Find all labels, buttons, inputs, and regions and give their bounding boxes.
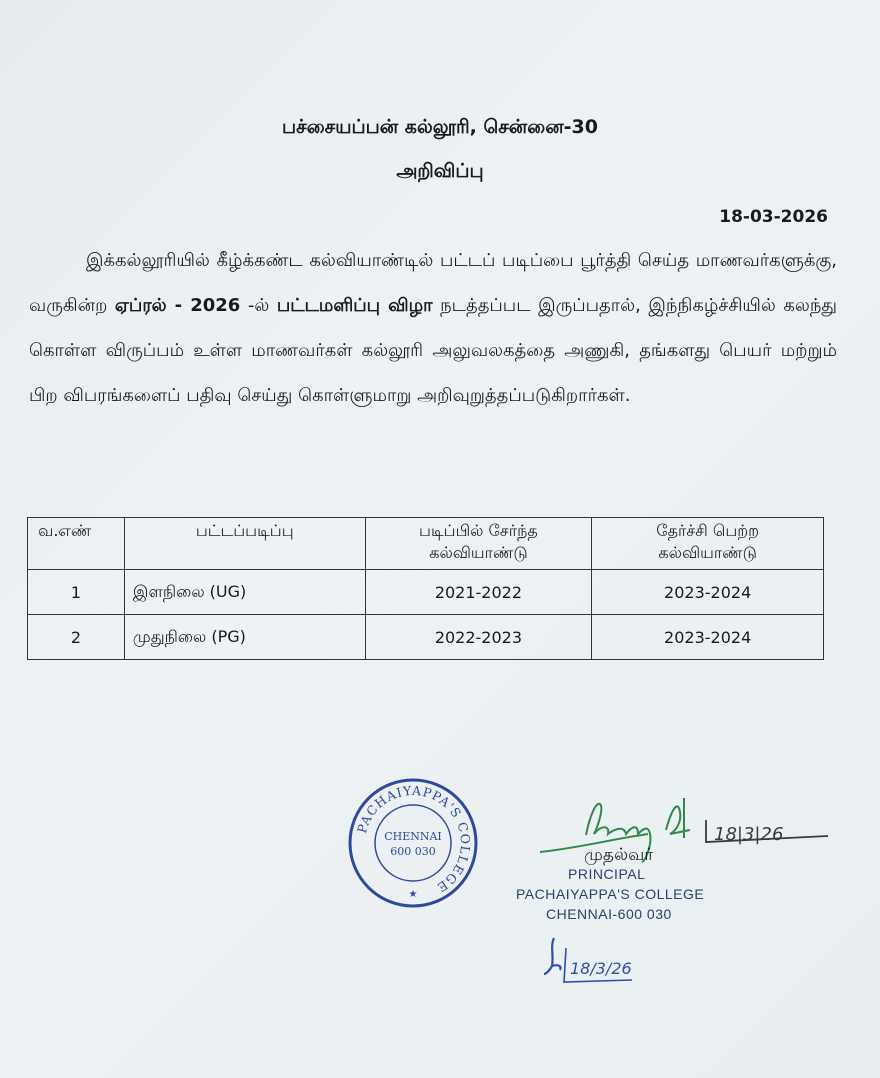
designation-tamil: முதல்வர் (584, 845, 654, 865)
principal-college: PACHAIYAPPA'S COLLEGE (516, 886, 705, 902)
principal-title: PRINCIPAL (568, 866, 646, 882)
notice-date: 18-03-2026 (719, 207, 828, 227)
college-seal (347, 777, 479, 909)
seal-center-line1: CHENNAI (384, 830, 442, 843)
notice-text-bold-date: ஏப்ரல் - 2026 (114, 295, 241, 316)
seal-star-icon: ★ (408, 889, 418, 900)
notice-text-part3: நடத்தப்பட இருப்பதால், இந்நிகழ்ச்சியில் கலந்து கொள்ள விருப்பம் உள்ள மாணவர்கள் கல்லூரி அலுவலகத்தை அணுகி, தங்களது பெயர் மற்றும் பிற விபரங்களைப் பதிவு செய்து கொள்ளுமாறு அறிவுறுத்தப்படுகிறார்கள். (29, 295, 837, 406)
header-passed-year (592, 518, 824, 570)
header-joined-year (365, 518, 592, 570)
initial-signature (540, 930, 635, 990)
header-passed-line2: கல்வியாண்டு (658, 543, 757, 562)
row-joined: 2022-2023 (365, 615, 592, 660)
svg-text:18/3/26: 18/3/26 (570, 959, 632, 978)
table-row (28, 615, 824, 660)
graduation-table (27, 517, 824, 660)
header-sno: வ.எண் (28, 518, 125, 570)
seal-ring-text: PACHAIYAPPA'S COLLEGE (354, 782, 474, 896)
header-joined-line2: கல்வியாண்டு (429, 543, 528, 562)
row-passed: 2023-2024 (592, 570, 824, 615)
principal-city: CHENNAI-600 030 (546, 906, 672, 922)
table-row (28, 570, 824, 615)
table-header-row (28, 518, 824, 570)
header-passed-line1: தேர்ச்சி பெற்ற (656, 521, 760, 540)
notice-body (29, 238, 837, 418)
principal-signature (538, 790, 828, 870)
row-passed: 2023-2024 (592, 615, 824, 660)
notice-text-part1: இக்கல்லூரியில் கீழ்க்கண்ட கல்வியாண்டில் பட்டப் படிப்பை பூர்த்தி செய்த மாணவர்களுக்கு, வருகின்ற (29, 250, 837, 316)
notice-text-part2: -ல் (240, 295, 277, 316)
college-title: பச்சையப்பன் கல்லூரி, சென்னை-30 (282, 116, 598, 138)
notice-text-bold-event: பட்டமளிப்பு விழா (276, 295, 433, 316)
row-degree: முதுநிலை (PG) (124, 615, 365, 660)
notice-heading: அறிவிப்பு (396, 160, 484, 182)
svg-text:18|3|26: 18|3|26 (714, 824, 784, 845)
header-degree: பட்டப்படிப்பு (124, 518, 365, 570)
row-sno: 2 (28, 615, 125, 660)
row-joined: 2021-2022 (365, 570, 592, 615)
row-sno: 1 (28, 570, 125, 615)
row-degree: இளநிலை (UG) (124, 570, 365, 615)
seal-center-line2: 600 030 (390, 845, 436, 858)
header-joined-line1: படிப்பில் சேர்ந்த (419, 521, 538, 540)
principal-stamp (516, 864, 704, 924)
